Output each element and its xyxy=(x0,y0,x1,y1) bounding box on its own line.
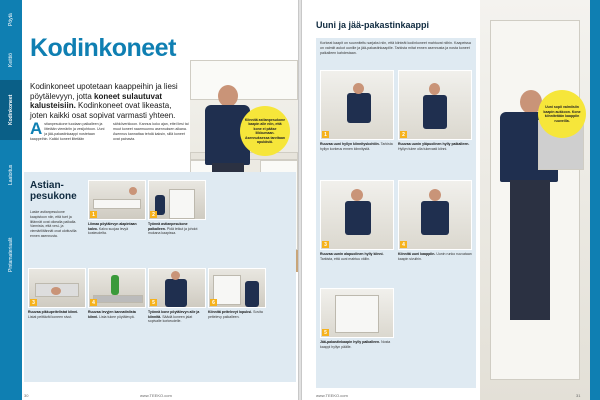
body-text xyxy=(30,119,190,142)
step-number: 6 xyxy=(210,299,217,306)
right-step-4-photo xyxy=(398,180,472,250)
step-text: Sovita peitelevy paikalleen. xyxy=(208,310,263,319)
page-number-right: 31 xyxy=(576,393,581,398)
step-caption xyxy=(398,252,472,261)
dropcap: A xyxy=(30,119,43,138)
step-2-photo xyxy=(148,180,206,220)
section-title-line2: pesukone xyxy=(30,191,77,202)
installer-jeans xyxy=(510,180,550,320)
step-caption xyxy=(88,310,146,319)
step-number: 2 xyxy=(400,131,407,138)
step-heading: Ruuvaa levyjen kannatinlista kiinni. xyxy=(88,310,136,319)
right-step-3-photo xyxy=(320,180,394,250)
step-6-photo xyxy=(208,268,266,308)
page-number-left: 30 xyxy=(24,393,29,398)
step-text: Tarkista hyllyn korkeus ennen kiinnitystä. xyxy=(320,142,393,151)
right-step-5-photo xyxy=(320,288,394,338)
section-intro: Laske astianpesukone kaapistoon niin, että tuet ja liitännät ovat oikealla paikalla. Varmista, että vesi- ja viemäriliitännät ovat ulottuvilla ennen asennusta. xyxy=(30,210,77,238)
upper-cabinets xyxy=(190,60,298,100)
step-heading: Ruuvaa pikkupeitelistat kiinni. xyxy=(28,310,79,314)
step-heading: Jää-pakastinkaapin hylly paikalleen. xyxy=(320,340,381,344)
step-text: Tarkista, että uuni mahtuu väliin. xyxy=(320,256,370,261)
step-caption xyxy=(208,310,266,319)
step-text: Säädä koneen jalat sopivalle korkeudelle. xyxy=(148,314,193,324)
right-edge-tabs xyxy=(590,0,600,400)
step-heading: Ruuvaa uunin alapuolinen hylly kiinni. xyxy=(320,252,384,256)
step-caption xyxy=(28,310,86,319)
step-caption xyxy=(320,252,394,261)
step-number: 4 xyxy=(90,299,97,306)
tab-poyta[interactable]: Pöytä xyxy=(8,13,14,27)
step-caption xyxy=(320,340,394,349)
step-text: Uunin runko ruuvataan kaapin sivuihin. xyxy=(398,252,472,261)
right-intro: Korkeat kaapit on suunniteltu sarjaksi niin, että kiinteät kodinkoneet mahtuvat niihin. Kaapeissa on valmiit aukot uunille ja jää-pakastinkaapille. Tarkista mitat ennen asennusta ja nosta koneet paikalleen kahdestaan. xyxy=(320,41,471,55)
step-heading: Työnnä astianpesukone paikalleen. xyxy=(148,222,188,231)
right-step-2 xyxy=(398,70,472,151)
lead-plain: Kodinkoneet upotetaan kaappeihin ja liesi pöytälevyyn, jotta xyxy=(30,82,178,101)
right-step-5 xyxy=(320,288,394,349)
step-heading: Liimaa pöytälevyn alapintaan kalvo. xyxy=(88,222,137,231)
step-2 xyxy=(148,180,206,236)
step-caption xyxy=(148,222,206,236)
step-heading: Kiinnitä peitelevyt lopuksi. xyxy=(208,310,253,314)
step-caption xyxy=(320,142,394,151)
step-text: Listat peittävät koneen sivut. xyxy=(28,314,73,319)
tab-laatoitus[interactable]: Laatoitus xyxy=(8,164,14,186)
step-6 xyxy=(208,268,266,319)
step-caption xyxy=(148,310,206,324)
step-number: 5 xyxy=(322,329,329,336)
step-caption xyxy=(88,222,146,236)
step-3-photo xyxy=(28,268,86,308)
right-callout-bubble: Uuni sopii valmiisiin kaapin aukkoon. Kone kiinnitetään kaappiin ruuveilla. xyxy=(538,90,586,138)
step-caption xyxy=(398,142,472,151)
step-number: 3 xyxy=(322,241,329,248)
step-number: 2 xyxy=(150,211,157,218)
step-number: 4 xyxy=(400,241,407,248)
step-heading: Ruuvaa uunin yläpuolinen hylly paikalleen. xyxy=(398,142,470,146)
step-text: Nosta kaappi hyllyn päälle. xyxy=(320,340,391,349)
step-text: Lista tukee pöytälevyä. xyxy=(99,314,135,319)
tab-kodinkoneet[interactable]: Kodinkoneet xyxy=(0,80,22,140)
footer-url-left[interactable]: www.TEEKO.com xyxy=(140,393,172,398)
installer-head xyxy=(218,85,238,107)
step-5-photo xyxy=(148,268,206,308)
callout-bubble: Kiinnitä astianpesukone kaapin alle niin, että kone ei pääse liikkumaan. Asennuksessa tarvitaan apukäsiä. xyxy=(240,106,290,156)
tab-keittio[interactable]: Keittiö xyxy=(8,53,14,67)
section-title-line1: Astian- xyxy=(30,180,64,191)
step-text: Pidä letkut ja johdot mukana kaapissa. xyxy=(148,226,198,236)
right-step-4 xyxy=(398,180,472,261)
right-step-1-photo xyxy=(320,70,394,140)
step-number: 3 xyxy=(30,299,37,306)
body-paragraph: stianpesukone tuodaan paikalleen ja liitetään viemäriin ja vesijohtoon. Uuni ja jää-pakastinkaappi nostetaan kaappeihin. Kaikki koneet liitetään sähköverkkoon. Kannus koko ajan, ettei liesi tai muut koneet naarmuunnu asennuksen aikana. Asennus kannattaa tehdä kaksin, sillä koneet ovat painavia. xyxy=(30,122,189,141)
step-4 xyxy=(88,268,146,319)
step-5 xyxy=(148,268,206,324)
step-heading: Kiinnitä uuni kaappiin. xyxy=(398,252,436,256)
step-1-photo xyxy=(88,180,146,220)
step-number: 1 xyxy=(90,211,97,218)
right-section-title: Uuni ja jää-pakastinkaappi xyxy=(316,20,430,30)
lead-paragraph xyxy=(30,82,190,120)
step-3 xyxy=(28,268,86,319)
step-text: Hyllyn tulee olla tukevasti kiinni. xyxy=(398,146,448,151)
right-step-1 xyxy=(320,70,394,151)
right-step-2-photo xyxy=(398,70,472,140)
tall-cabinet-photo xyxy=(480,0,600,400)
step-4-photo xyxy=(88,268,146,308)
step-number: 5 xyxy=(150,299,157,306)
lead-rest: Kodinkoneet ovat likeasta, joten kaikki osat sopivat varmasti yhteen. xyxy=(30,101,176,120)
step-heading: Työnnä kone pöytälevyn alle ja kiinnitä. xyxy=(148,310,200,319)
step-heading: Ruuvaa uuni hyllyn kiinnityskohtiin. xyxy=(320,142,380,146)
page-title: Kodinkoneet xyxy=(30,34,176,62)
lead-bold: koneet sulautuvat kalusteisiin. xyxy=(30,91,163,110)
right-step-3 xyxy=(320,180,394,261)
footer-url-right[interactable]: www.TEEKO.com xyxy=(316,393,348,398)
step-text: Kalvo suojaa levyä kosteudelta. xyxy=(88,226,129,236)
left-page xyxy=(0,0,298,400)
section-title xyxy=(30,180,77,202)
right-page xyxy=(302,0,600,400)
tab-pintamateriaalit[interactable]: Pintamateriaalit xyxy=(8,237,14,273)
section-tabs xyxy=(0,0,22,400)
step-number: 1 xyxy=(322,131,329,138)
step-1 xyxy=(88,180,146,236)
